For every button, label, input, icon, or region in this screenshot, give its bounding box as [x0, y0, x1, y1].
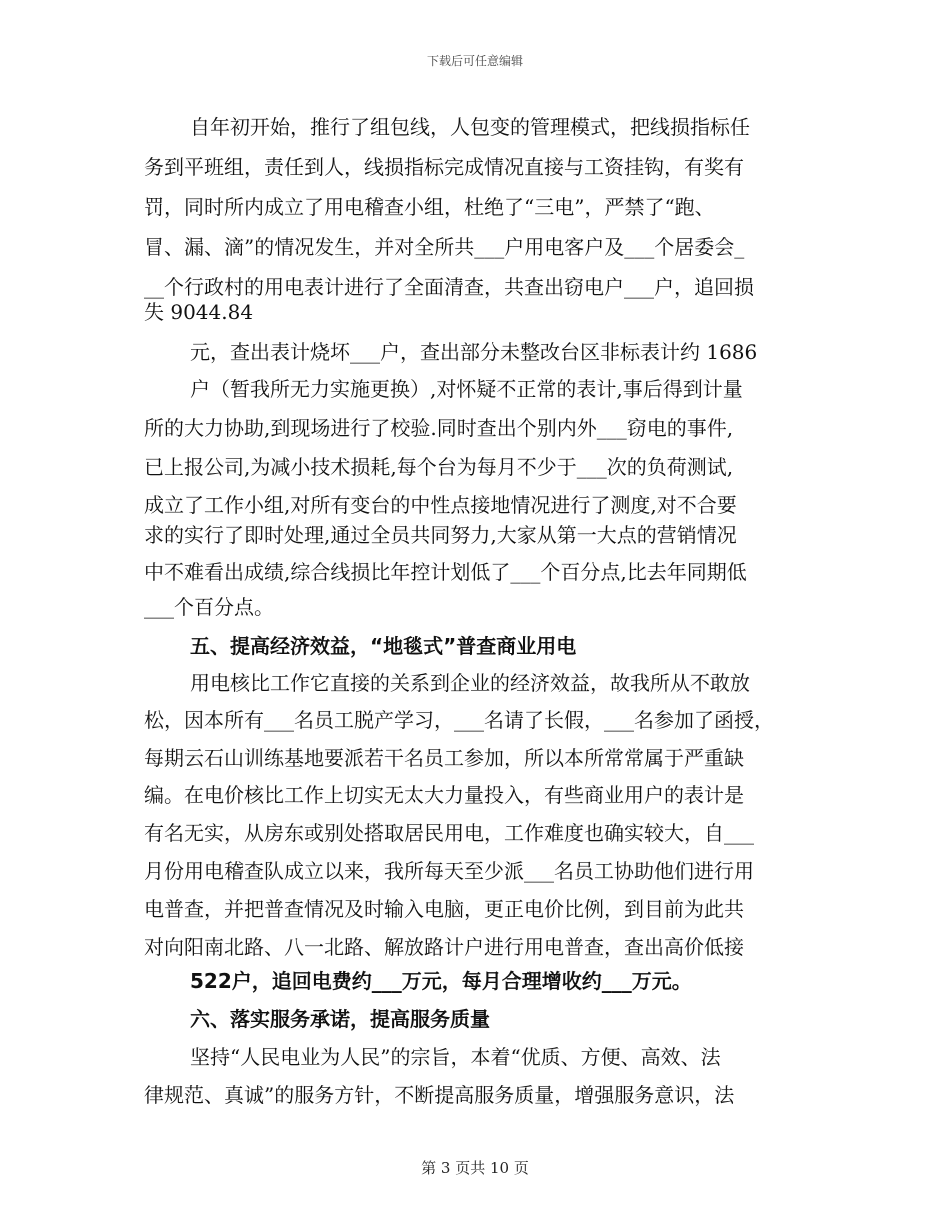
paragraph-line: 务到平班组，责任到人，线损指标完成情况直接与工资挂钩，有奖有 [144, 155, 744, 179]
paragraph-line: 中不难看出成绩,综合线损比年控计划低了___个百分点,比去年同期低 [144, 560, 747, 584]
paragraph-line: 元，查出表计烧坏___户，查出部分未整改台区非标表计约 1686 [190, 340, 758, 364]
paragraph-line: 律规范、真诚”的服务方针，不断提高服务质量，增强服务意识，法 [144, 1083, 735, 1107]
page-header: 下载后可任意编辑 [426, 54, 523, 68]
section-heading: 六、落实服务承诺，提高服务质量 [190, 1007, 490, 1031]
paragraph-line: 编。在电价核比工作上切实无太大力量投入，有些商业用户的表计是 [144, 783, 744, 807]
paragraph-line: __个行政村的用电表计进行了全面清查，共查出窃电户___户，追回损 [144, 275, 754, 299]
paragraph-line: 所的大力协助,到现场进行了校验.同时查出个别内外___窃电的事件, [144, 416, 734, 440]
paragraph-line: 户（暂我所无力实施更换）,对怀疑不正常的表计,事后得到计量 [190, 377, 743, 401]
paragraph-line: 坚持“人民电业为人民”的宗旨，本着“优质、方便、高效、法 [190, 1045, 721, 1069]
paragraph-line: 自年初开始，推行了组包线，人包变的管理模式，把线损指标任 [190, 115, 750, 139]
paragraph-line: 失 9044.84 [144, 300, 254, 324]
paragraph-line: 每期云石山训练基地要派若干名员工参加，所以本所常常属于严重缺 [144, 746, 744, 770]
paragraph-line: 成立了工作小组,对所有变台的中性点接地情况进行了测度,对不合要 [144, 493, 737, 517]
paragraph-line: 冒、漏、滴”的情况发生，并对全所共___户用电客户及___个居委会_ [144, 235, 745, 259]
paragraph-line: 松，因本所有___名员工脱产学习，___名请了长假，___名参加了函授， [144, 708, 774, 732]
paragraph-line: 月份用电稽查队成立以来，我所每天至少派___名员工协助他们进行用 [144, 859, 754, 883]
paragraph-line: 用电核比工作它直接的关系到企业的经济效益，故我所从不敢放 [190, 671, 750, 695]
paragraph-line-bold: 522户，追回电费约___万元，每月合理增收约___万元。 [190, 969, 692, 993]
paragraph-line: 已上报公司,为减小技术损耗,每个台为每月不少于___次的负荷测试, [144, 455, 734, 479]
paragraph-line: 求的实行了即时处理,通过全员共同努力,大家从第一大点的营销情况 [144, 523, 737, 547]
paragraph-line: 对向阳南北路、八一北路、解放路计户进行用电普查，查出高价低接 [144, 935, 744, 959]
paragraph-line: 电普查，并把普查情况及时输入电脑，更正电价比例，到目前为此共 [144, 897, 744, 921]
paragraph-line: ___个百分点。 [144, 595, 274, 619]
paragraph-line: 罚，同时所内成立了用电稽查小组，杜绝了“三电”，严禁了“跑、 [144, 195, 715, 219]
paragraph-line: 有名无实，从房东或别处搭取居民用电，工作难度也确实较大，自___ [144, 821, 754, 845]
section-heading: 五、提高经济效益，“地毯式”普查商业用电 [190, 634, 577, 658]
page-footer: 第 3 页共 10 页 [421, 1159, 529, 1177]
